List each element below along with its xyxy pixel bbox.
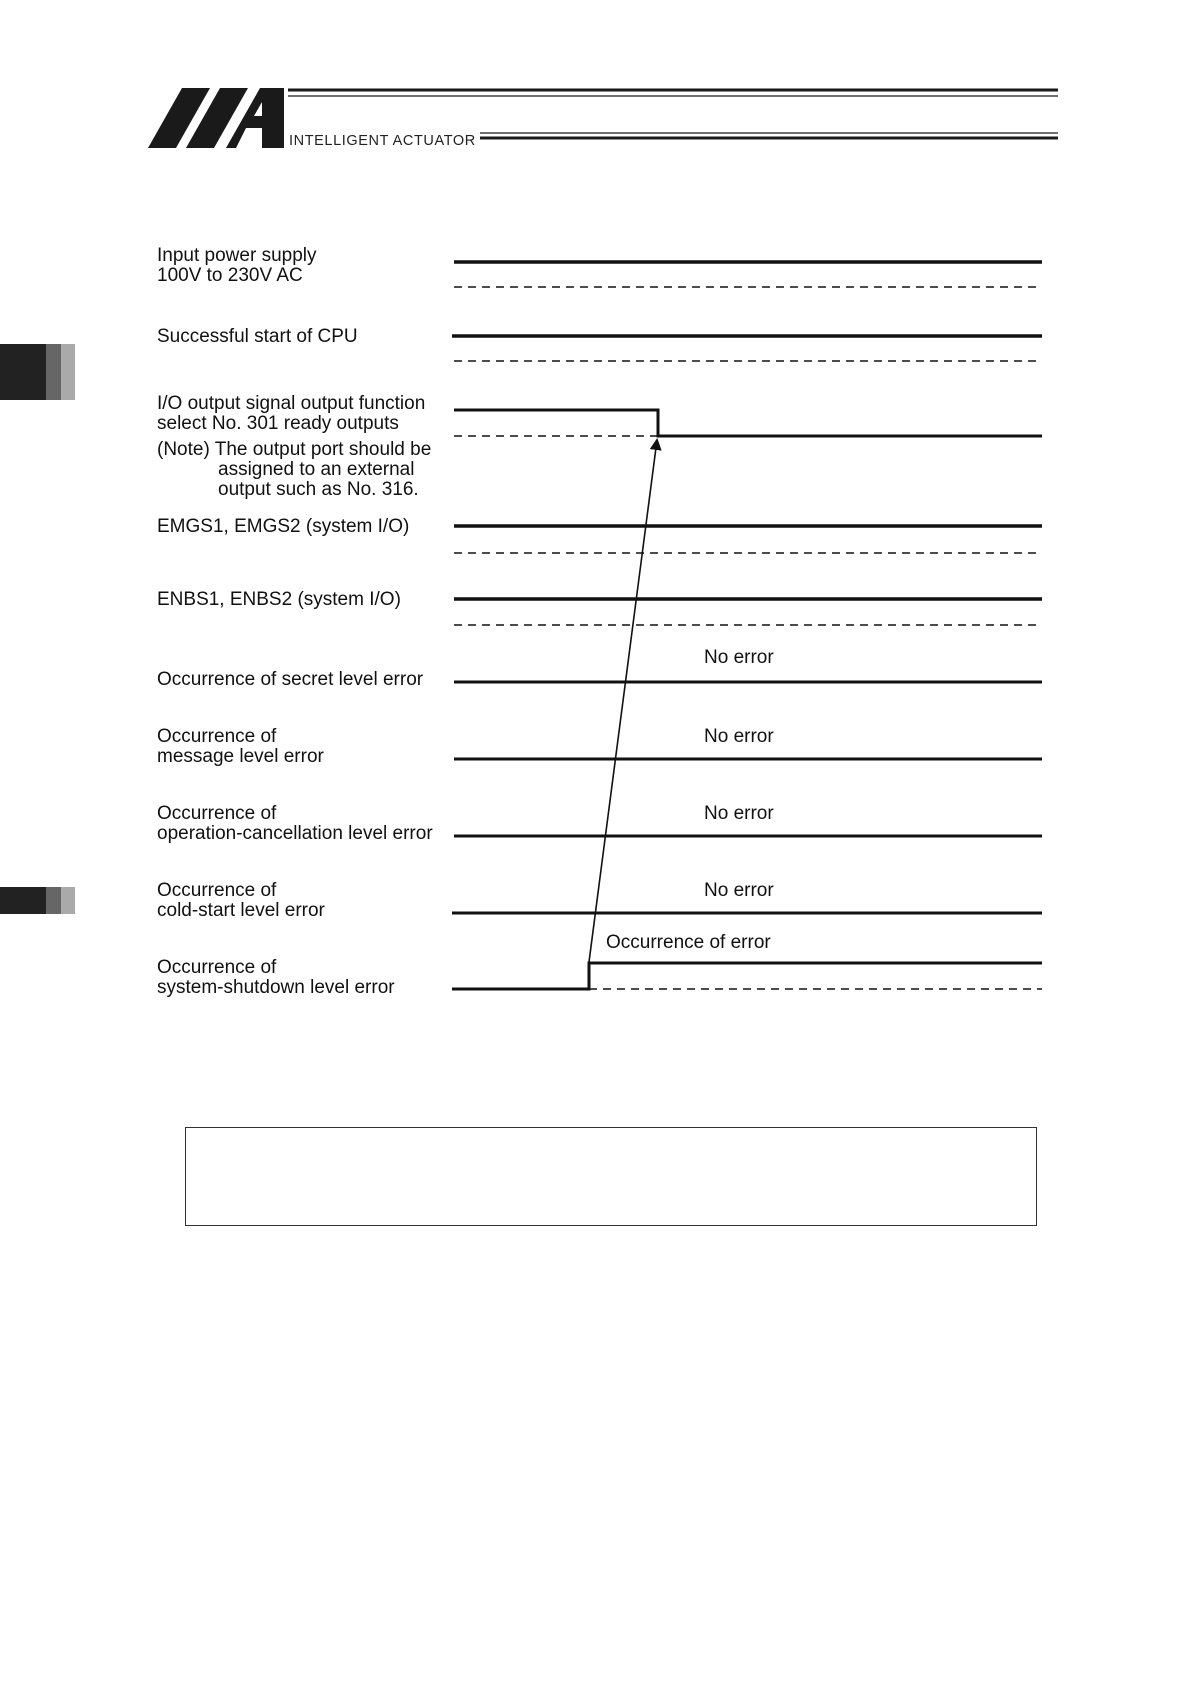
label-shutdown-error-2: system-shutdown level error [157,977,395,998]
label-coldstart-error-1: Occurrence of [157,880,277,901]
state-message-error: No error [704,726,774,747]
causal-arrow [589,440,657,962]
label-input-power-1: Input power supply [157,245,317,266]
label-emgs: EMGS1, EMGS2 (system I/O) [157,516,410,537]
state-shutdown-error: Occurrence of error [606,932,771,953]
label-message-error-1: Occurrence of [157,726,277,747]
label-ready-output-2: select No. 301 ready outputs [157,413,399,434]
label-coldstart-error-2: cold-start level error [157,900,325,921]
label-cancel-error-2: operation-cancellation level error [157,823,433,844]
label-enbs: ENBS1, ENBS2 (system I/O) [157,589,401,610]
label-ready-output-1: I/O output signal output function [157,393,426,414]
label-cancel-error-1: Occurrence of [157,803,277,824]
signal-line-shutdown [452,963,1042,989]
empty-frame [185,1127,1037,1226]
note-ready-output-1: (Note) The output port should be [157,439,432,460]
label-shutdown-error-1: Occurrence of [157,957,277,978]
brand-tagline: INTELLIGENT ACTUATOR [289,133,476,149]
label-input-power-2: 100V to 230V AC [157,265,303,286]
state-secret-error: No error [704,647,774,668]
state-cancel-error: No error [704,803,774,824]
note-ready-output-2: assigned to an external [218,459,415,480]
note-ready-output-3: output such as No. 316. [218,479,419,500]
signal-line-ready [454,410,1042,436]
label-secret-error: Occurrence of secret level error [157,669,424,690]
label-message-error-2: message level error [157,746,324,767]
label-cpu-start: Successful start of CPU [157,326,358,347]
state-coldstart-error: No error [704,880,774,901]
